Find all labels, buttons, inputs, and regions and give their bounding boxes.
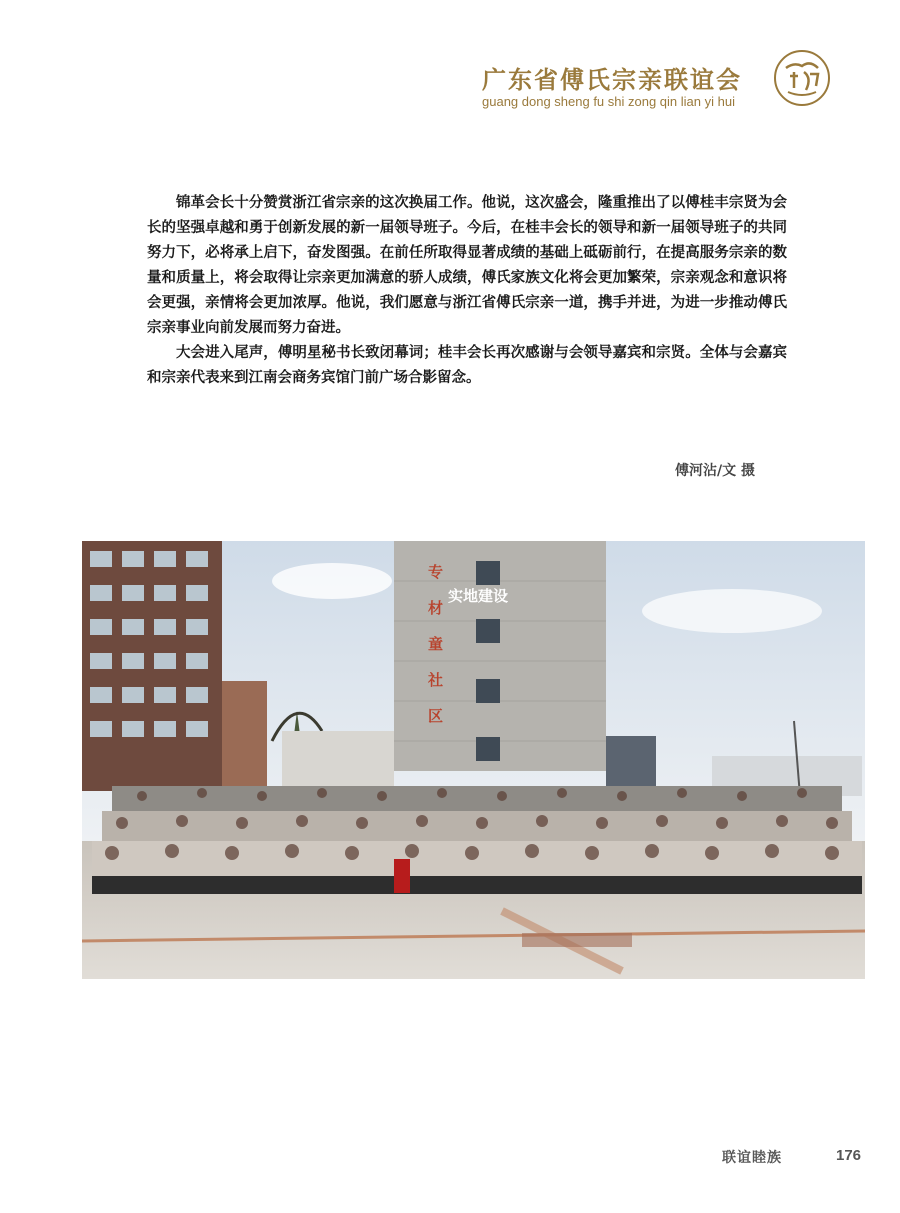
building-sign: 实地建设 xyxy=(448,587,509,605)
vertical-sign-char: 社 xyxy=(428,671,444,689)
vertical-sign-char: 区 xyxy=(428,707,444,725)
vertical-sign-char: 童 xyxy=(428,635,444,653)
vertical-sign-char: 材 xyxy=(428,599,444,617)
page-header xyxy=(472,46,832,116)
group-photo xyxy=(82,541,865,979)
article-body xyxy=(147,191,787,391)
article-paragraph: 锦革会长十分赞赏浙江省宗亲的这次换届工作。他说，这次盛会，隆重推出了以傅桂丰宗贤为会长的坚强卓越和勇于创新发展的新一届领导班子。今后，在桂丰会长的领导和新一届领导班子的共同努力下，必将承上启下，奋发图强。在前任所取得显著成绩的基础上砥砺前行，在提高服务宗亲的数量和质量上，将会取得让宗亲更加满意的骄人成绩，傅氏家族文化将会更加繁荣，宗亲观念和意识将会更强，亲情将会更加浓厚。他说，我们愿意与浙江省傅氏宗亲一道，携手并进，为进一步推动傅氏宗亲事业向前发展而努力奋进。 xyxy=(147,195,787,336)
vertical-sign-char: 专 xyxy=(428,563,444,581)
footer-section: 联谊睦族 xyxy=(722,1150,782,1166)
association-title: 广东省傅氏宗亲联谊会 xyxy=(482,65,742,94)
byline: 傅河沾/文 摄 xyxy=(675,463,755,479)
seal-logo-icon xyxy=(772,48,832,108)
association-pinyin: guang dong sheng fu shi zong qin lian yi hui xyxy=(482,94,735,109)
page-number: 176 xyxy=(836,1147,862,1164)
article-paragraph: 大会进入尾声，傅明星秘书长致闭幕词；桂丰会长再次感谢与会领导嘉宾和宗贤。全体与会嘉宾和宗亲代表来到江南会商务宾馆门前广场合影留念。 xyxy=(147,345,787,386)
